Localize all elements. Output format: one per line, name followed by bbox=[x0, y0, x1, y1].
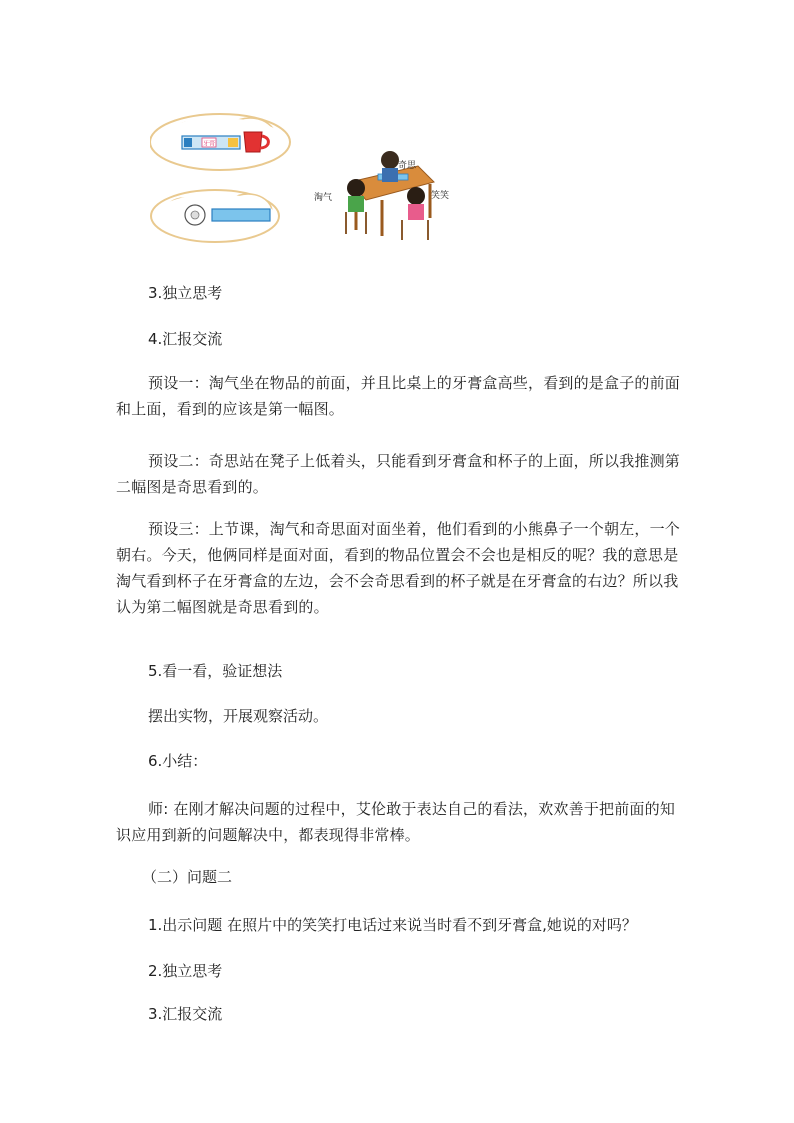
question-2-heading: （二）问题二 bbox=[142, 868, 233, 886]
xiaoxiao-figure bbox=[407, 187, 425, 205]
step-5-heading: 5.看一看，验证想法 bbox=[148, 662, 283, 680]
question-2-step-2: 2.独立思考 bbox=[148, 962, 223, 980]
step-5-text: 摆出实物，开展观察活动。 bbox=[148, 707, 329, 725]
toothpaste-text: 牙膏 bbox=[202, 140, 216, 148]
scene-illustration bbox=[150, 112, 470, 252]
kids-at-table bbox=[314, 151, 449, 240]
thought-cloud-top bbox=[150, 114, 290, 170]
cup-icon bbox=[244, 132, 262, 152]
step-6-heading: 6.小结： bbox=[148, 752, 208, 770]
preset-1: 预设一：淘气坐在物品的前面，并且比桌上的牙膏盒高些，看到的是盒子的前面和上面，看到的应该是第一幅图。 bbox=[116, 374, 681, 418]
preset-3: 预设三：上节课，淘气和奇思面对面坐着，他们看到的小熊鼻子一个朝左，一个朝右。今天，他俩同样是面对面，看到的物品位置会不会也是相反的呢？我的意思是淘气看到杯子在牙膏盒的左边，会不会奇思看到的杯子就是在牙膏盒的右边？所以我认为第二幅图就是奇思看到的。 bbox=[116, 520, 681, 616]
question-2-step-1: 1.出示问题 在照片中的笑笑打电话过来说当时看不到牙膏盒,她说的对吗？ bbox=[148, 916, 637, 934]
teacher-summary: 师: 在刚才解决问题的过程中，艾伦敢于表达自己的看法，欢欢善于把前面的知识应用到新的问题解决中，都表现得非常棒。 bbox=[116, 800, 676, 844]
thought-cloud-bottom bbox=[151, 190, 279, 242]
step-3-heading: 3.独立思考 bbox=[148, 284, 223, 302]
label-taoqi: 淘气 bbox=[314, 193, 333, 203]
illustration bbox=[150, 112, 470, 252]
question-2-step-3: 3.汇报交流 bbox=[148, 1005, 223, 1023]
taoqi-figure bbox=[347, 179, 365, 197]
toothpaste-box-top bbox=[212, 209, 270, 221]
label-qisi: 奇思 bbox=[398, 161, 417, 171]
preset-2: 预设二：奇思站在凳子上低着头，只能看到牙膏盒和杯子的上面，所以我推测第二幅图是奇思看到的。 bbox=[116, 452, 681, 496]
step-4-heading: 4.汇报交流 bbox=[148, 330, 223, 348]
qisi-figure bbox=[381, 151, 399, 169]
label-xiaoxiao: 笑笑 bbox=[431, 191, 450, 201]
